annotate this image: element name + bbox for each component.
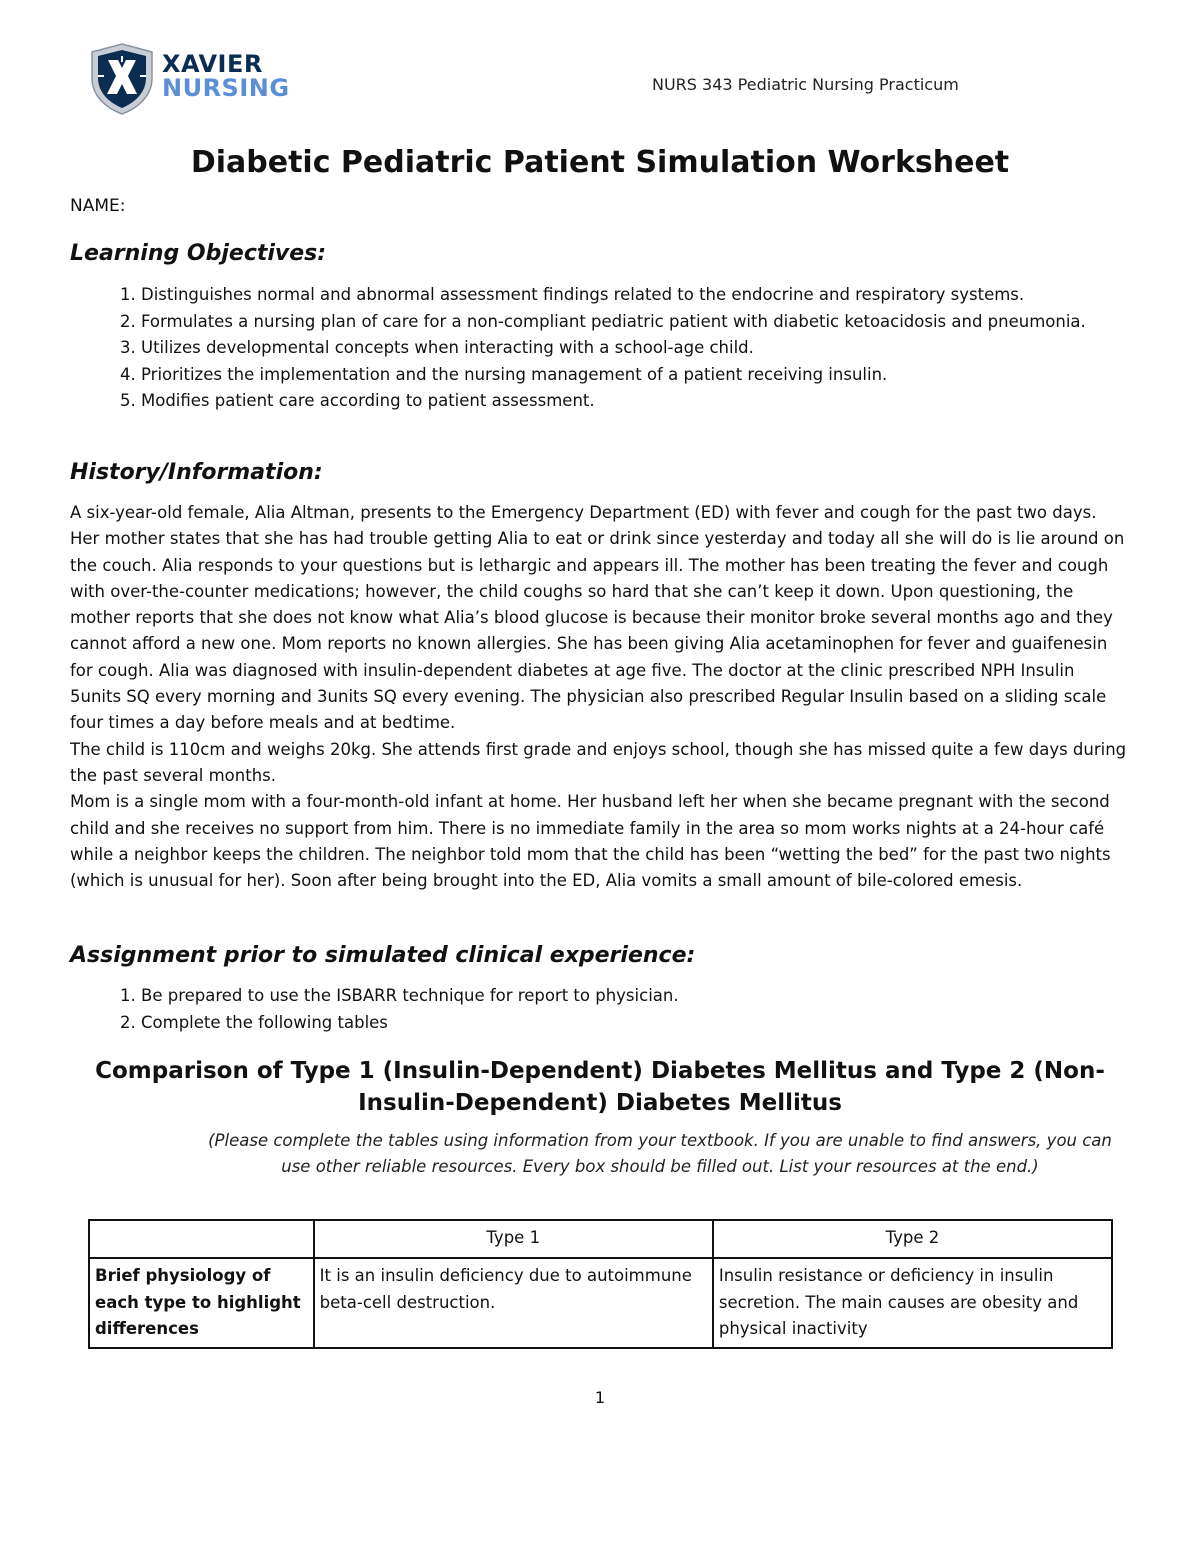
history-paragraph: A six-year-old female, Alia Altman, presents to the Emergency Department (ED) with fever and cough for the past two days. Her mother states that she has had trouble getting Alia to eat or drink since yesterday and today all she will do is lie around on the couch. Alia responds to your questions but is lethargic and appears ill. The mother has been treating the fever and cough with over-the-counter medications; however, the child coughs so hard that she can’t keep it down. Upon questioning, the mother reports that she does not know what Alia’s blood glucose is because their monitor broke several months ago and they cannot afford a new one. Mom reports no known allergies. She has been giving Alia acetaminophen for fever and guaifenesin for cough. Alia was diagnosed with insulin-dependent diabetes at age five. The doctor at the clinic prescribed NPH Insulin 5units SQ every morning and 3units SQ every evening. The physician also prescribed Regular Insulin based on a sliding scale four times a day before meals and at bedtime. <box>70 503 1125 733</box>
shield-logo-icon <box>88 42 156 116</box>
page-number: 1 <box>594 1388 606 1407</box>
type2-answer-cell[interactable]: Insulin resistance or deficiency in insulin secretion. The main causes are obesity and physical inactivity <box>713 1258 1112 1348</box>
learning-objectives-list <box>70 282 1120 415</box>
assignment-list <box>70 983 1120 1036</box>
comparison-title: Comparison of Type 1 (Insulin-Dependent) Diabetes Mellitus and Type 2 (Non-Insulin-Dependent) Diabetes Mellitus <box>95 1058 1105 1116</box>
page-title: Diabetic Pediatric Patient Simulation Worksheet <box>190 145 1010 180</box>
assignment-heading: Assignment prior to simulated clinical experience: <box>70 943 696 968</box>
table-header-cell: Type 2 <box>713 1220 1112 1258</box>
history-heading: History/Information: <box>70 460 323 485</box>
xavier-nursing-logo <box>88 42 288 116</box>
table-header-row <box>89 1220 1112 1258</box>
logo-line-nursing: NURSING <box>162 74 290 102</box>
objective-item: 2. Formulates a nursing plan of care for a non-compliant pediatric patient with diabetic ketoacidosis and pneumonia. <box>141 309 1120 336</box>
logo-line-xavier: XAVIER <box>162 50 263 78</box>
objective-item: 3. Utilizes developmental concepts when interacting with a school-age child. <box>141 335 1120 362</box>
row-label-cell: Brief physiology of each type to highlight differences <box>89 1258 314 1348</box>
table-row <box>89 1258 1112 1348</box>
objective-item: 4. Prioritizes the implementation and the nursing management of a patient receiving insulin. <box>141 362 1120 389</box>
name-label: NAME: <box>70 196 126 216</box>
assignment-item: 1. Be prepared to use the ISBARR technique for report to physician. <box>141 983 1120 1010</box>
objective-item: 1. Distinguishes normal and abnormal assessment findings related to the endocrine and respiratory systems. <box>141 282 1120 309</box>
comparison-table <box>88 1219 1113 1349</box>
learning-objectives-heading: Learning Objectives: <box>70 241 327 266</box>
history-paragraph: Mom is a single mom with a four-month-old infant at home. Her husband left her when she became pregnant with the second child and she receives no support from him. There is no immediate family in the area so mom works nights at a 24-hour café while a neighbor keeps the children. The neighbor told mom that the child has been “wetting the bed” for the past two nights (which is unusual for her). Soon after being brought into the ED, Alia vomits a small amount of bile-colored emesis. <box>70 792 1111 891</box>
type1-answer-cell[interactable]: It is an insulin deficiency due to autoimmune beta-cell destruction. <box>314 1258 713 1348</box>
history-paragraph: The child is 110cm and weighs 20kg. She attends first grade and enjoys school, though she has missed quite a few days during the past several months. <box>70 739 1127 785</box>
history-text <box>70 500 1130 894</box>
course-header: NURS 343 Pediatric Nursing Practicum <box>652 75 959 94</box>
table-header-cell <box>89 1220 314 1258</box>
instructions-note: (Please complete the tables using information from your textbook. If you are unable to find answers, you can use other reliable resources. Every box should be filled out. List your resources at the end.) <box>208 1131 1112 1176</box>
assignment-item: 2. Complete the following tables <box>141 1010 1120 1037</box>
table-header-cell: Type 1 <box>314 1220 713 1258</box>
objective-item: 5. Modifies patient care according to patient assessment. <box>141 388 1120 415</box>
